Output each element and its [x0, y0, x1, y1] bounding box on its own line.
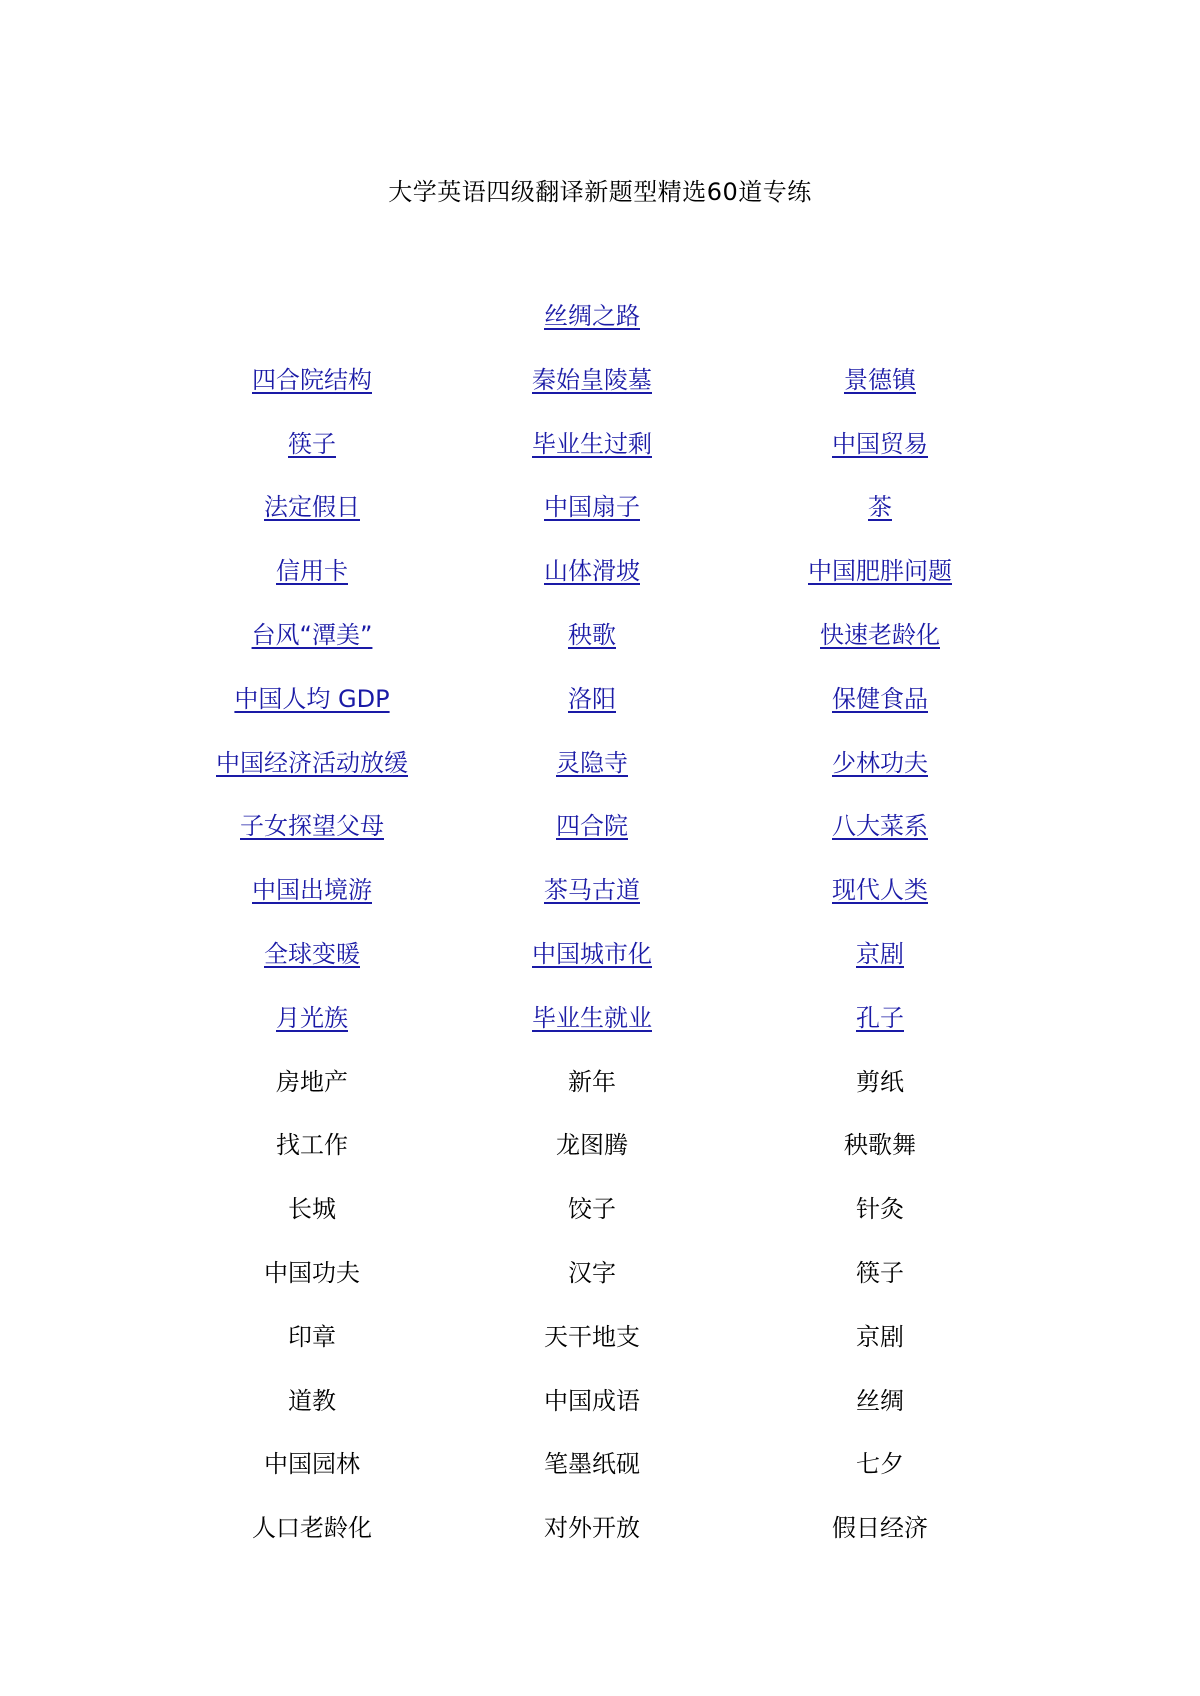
topic-cell: [735, 553, 1025, 589]
topic-link[interactable]: 洛阳: [568, 684, 616, 713]
topic-link[interactable]: 茶: [868, 493, 892, 522]
topic-cell: [447, 426, 737, 462]
topic-link[interactable]: 孔子: [856, 1003, 904, 1032]
topic-cell: [735, 1127, 1025, 1163]
topic-cell: [735, 1510, 1025, 1546]
topic-link[interactable]: 现代人类: [832, 876, 928, 905]
topic-label: 龙图腾: [556, 1131, 628, 1160]
topic-label: 对外开放: [544, 1514, 640, 1543]
topic-label: 中国功夫: [264, 1259, 360, 1287]
topic-label: 中国成语: [544, 1386, 640, 1415]
topic-cell: [735, 617, 1025, 653]
topic-cell: [167, 1255, 457, 1291]
topic-cell: [735, 1191, 1025, 1227]
topic-link[interactable]: 丝绸之路: [544, 302, 640, 330]
topic-label: 七夕: [856, 1450, 904, 1479]
topic-cell: [447, 1319, 737, 1355]
topic-cell: [735, 681, 1025, 717]
topic-label: 丝绸: [856, 1386, 904, 1415]
topic-cell: [167, 1446, 457, 1482]
topic-label: 天干地支: [544, 1322, 640, 1351]
topic-cell: [167, 489, 457, 525]
topic-link[interactable]: 毕业生过剩: [532, 429, 652, 458]
topic-link[interactable]: 少林功夫: [832, 748, 928, 777]
topic-link[interactable]: 保健食品: [832, 684, 928, 713]
topic-link[interactable]: 中国扇子: [544, 493, 640, 522]
topic-label: 人口老龄化: [252, 1514, 372, 1543]
topic-cell: [447, 1191, 737, 1227]
topic-cell: [735, 808, 1025, 844]
topic-link[interactable]: 子女探望父母: [240, 812, 384, 841]
topic-link[interactable]: 全球变暖: [264, 940, 360, 968]
topic-link[interactable]: 四合院结构: [252, 365, 372, 394]
topic-cell: [167, 1191, 457, 1227]
topic-cell: [167, 1383, 457, 1419]
topic-link[interactable]: 八大菜系: [832, 812, 928, 841]
topic-label: 笔墨纸砚: [544, 1450, 640, 1479]
topic-cell: [447, 1446, 737, 1482]
topic-link[interactable]: 筷子: [288, 429, 336, 458]
topic-label: 秧歌舞: [844, 1131, 916, 1160]
topic-cell: [167, 1127, 457, 1163]
topic-cell: [167, 1064, 457, 1100]
topic-cell: [167, 681, 457, 717]
topic-label: 汉字: [568, 1259, 616, 1287]
topic-cell: [735, 1446, 1025, 1482]
topic-link[interactable]: 中国人均 GDP: [234, 684, 390, 713]
topic-link[interactable]: 中国出境游: [252, 876, 372, 905]
topic-cell: [447, 1510, 737, 1546]
topic-link[interactable]: 台风“潭美”: [251, 621, 373, 649]
topic-link[interactable]: 中国经济活动放缓: [216, 748, 408, 777]
topic-cell: [447, 681, 737, 717]
topic-cell: [735, 489, 1025, 525]
topic-label: 中国园林: [264, 1450, 360, 1479]
topic-label: 找工作: [276, 1131, 348, 1160]
topic-cell: [447, 1255, 737, 1291]
topic-link[interactable]: 法定假日: [264, 493, 360, 522]
topic-cell: [167, 808, 457, 844]
topic-label: 剪纸: [856, 1067, 904, 1096]
topic-cell: [447, 617, 737, 653]
topic-cell: [735, 936, 1025, 972]
topic-cell: [735, 745, 1025, 781]
topic-cell: [447, 936, 737, 972]
topic-cell: [735, 1255, 1025, 1291]
topic-cell: [447, 1127, 737, 1163]
topic-cell: [735, 1064, 1025, 1100]
topic-cell: [167, 745, 457, 781]
topic-link[interactable]: 中国肥胖问题: [808, 557, 952, 586]
topic-cell-featured: [447, 298, 737, 334]
topic-link[interactable]: 中国贸易: [832, 429, 928, 458]
topic-link[interactable]: 茶马古道: [544, 876, 640, 905]
topic-cell: [735, 1319, 1025, 1355]
topic-cell: [167, 936, 457, 972]
topic-link[interactable]: 毕业生就业: [532, 1003, 652, 1032]
page-title: 大学英语四级翻译新题型精选60道专练: [388, 178, 812, 206]
topic-cell: [167, 426, 457, 462]
topic-cell: [167, 617, 457, 653]
topic-cell: [167, 1510, 457, 1546]
topic-link[interactable]: 秧歌: [568, 621, 616, 649]
topic-label: 印章: [288, 1322, 336, 1351]
topic-link[interactable]: 快速老龄化: [820, 621, 940, 649]
topic-cell: [735, 1000, 1025, 1036]
topic-cell: [447, 553, 737, 589]
topic-label: 长城: [288, 1195, 336, 1224]
topic-cell: [447, 1383, 737, 1419]
topic-label: 针灸: [856, 1195, 904, 1224]
topic-cell: [447, 745, 737, 781]
topic-cell: [447, 489, 737, 525]
topic-link[interactable]: 景德镇: [844, 365, 916, 394]
topic-link[interactable]: 秦始皇陵墓: [532, 365, 652, 394]
topic-cell: [447, 1064, 737, 1100]
topic-label: 假日经济: [832, 1514, 928, 1543]
topic-link[interactable]: 山体滑坡: [544, 557, 640, 586]
topic-cell: [447, 1000, 737, 1036]
topic-cell: [167, 872, 457, 908]
topic-link[interactable]: 四合院: [556, 812, 628, 841]
topic-label: 筷子: [856, 1259, 904, 1287]
topic-cell: [735, 1383, 1025, 1419]
topic-cell: [167, 1319, 457, 1355]
topic-cell: [735, 362, 1025, 398]
topic-label: 房地产: [276, 1067, 348, 1096]
topic-cell: [735, 872, 1025, 908]
topic-link[interactable]: 月光族: [276, 1003, 348, 1032]
topic-cell: [167, 362, 457, 398]
topic-cell: [735, 426, 1025, 462]
topic-label: 新年: [568, 1067, 616, 1096]
topic-link[interactable]: 灵隐寺: [556, 748, 628, 777]
topic-cell: [447, 362, 737, 398]
topic-link[interactable]: 京剧: [856, 940, 904, 968]
topic-cell: [447, 872, 737, 908]
topic-cell: [167, 1000, 457, 1036]
topic-cell: [447, 808, 737, 844]
topic-label: 饺子: [568, 1195, 616, 1224]
topic-link[interactable]: 信用卡: [276, 557, 348, 586]
topic-label: 道教: [288, 1386, 336, 1415]
topic-link[interactable]: 中国城市化: [532, 940, 652, 968]
topic-label: 京剧: [856, 1322, 904, 1351]
topic-cell: [167, 553, 457, 589]
